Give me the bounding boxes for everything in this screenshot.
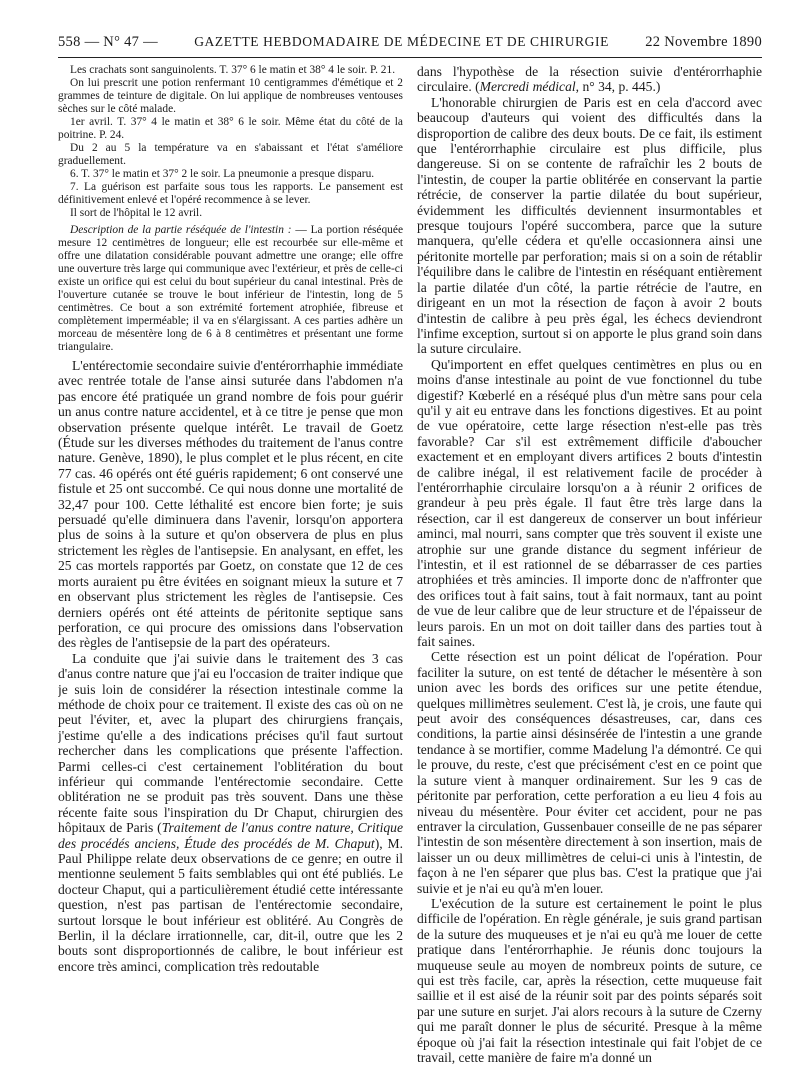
paragraph: La conduite que j'ai suivie dans le traitement des 3 cas d'anus contre nature que j'ai eu l'occasion de traiter indique que je suis loin de considérer la résection intestinale comme la méthode de choix pour ce traitement. Il existe des cas où on ne peut l'éviter, et, avec la plupart des chirurgiens français, j'estime qu'elle a des indications précises qu'il faut surtout rechercher dans les complications que présente l'affection. Parmi celles-ci c'est certainement l'oblitération du bout inférieur qui commande l'entérectomie secondaire. Cette oblitération ne se produit pas très souvent. Dans une thèse récente faite sous l'inspiration du Dr Chaput, chirurgien des hôpitaux de Paris (Traitement de l'anus contre nature, Critique des procédés anciens, Étude des procédés de M. Chaput), M. Paul Philippe relate deux observations de ce genre; en outre il mentionne seulement 5 faits semblables qui ont été publiés. Le docteur Chaput, qui a particulièrement étudié cette intéressante question, n'est pas partisan de l'entérectomie secondaire, surtout lorsque le bout inférieur est oblitéré. Au Congrès de Berlin, il la déclare irrationnelle, car, dit-il, outre que les 2 bouts sont disproportionnés de calibre, le bout inférieur est encore très aminci, complication très redoutable bbox=[58, 650, 403, 974]
paragraph: dans l'hypothèse de la résection suivie d'entérorrhaphie circulaire. (Mercredi médical, n° 34, p. 445.) bbox=[417, 64, 762, 95]
case-note: 7. La guérison est parfaite sous tous les rapports. Le pansement est définitivement enlevé et l'opéré recommence à se lever. bbox=[58, 181, 403, 206]
paragraph: Cette résection est un point délicat de l'opération. Pour faciliter la suture, on est tenté de détacher le mésentère à son union avec les bords des orifices sur une petite étendue, quelques millimètres seulement. C'est là, je crois, une faute qui peut avoir des conséquences désastreuses, car, dans ces conditions, la partie ainsi désinsérée de l'intestin a une grande tendance à se mortifier, comme Madelung l'a démontré. Ce qui le prouve, du reste, c'est que précisément c'est en ce point que la suture vient à manquer ordinairement. Sur les 9 cas de péritonite par perforation, cette perforation a eu lieu 4 fois au niveau du mésentère. Pour éviter cet accident, pour ne pas entraver la circulation, Gussenbauer conseille de ne pas séparer l'intestin de son mésentère directement à son insertion, mais de laisser un ou deux millimètres de celui-ci unis à l'intestin, de façon à ne l'en séparer que plus bas. C'est la pratique que j'ai suivie et je n'ai eu qu'à m'en louer. bbox=[417, 649, 762, 896]
right-body bbox=[417, 64, 762, 1065]
case-note: Les crachats sont sanguinolents. T. 37° 6 le matin et 38° 4 le soir. P. 21. bbox=[70, 64, 396, 76]
right-column bbox=[417, 64, 762, 1065]
case-note: Du 2 au 5 la température va en s'abaissant et l'état s'améliore graduellement. bbox=[58, 142, 403, 167]
journal-title: GAZETTE HEBDOMADAIRE DE MÉDECINE ET DE CHIRURGIE bbox=[194, 34, 609, 49]
page-number: 558 — N° 47 — bbox=[58, 34, 158, 50]
thesis-reference: Traitement de l'anus contre nature, Critique des procédés anciens, Étude des procédés de M. Chaput bbox=[58, 820, 403, 851]
paragraph: Qu'importent en effet quelques centimètres en plus ou en moins d'anse intestinale au point de vue fonctionnel du tube digestif? Kœberlé en a réséqué plus d'un mètre sans pour cela qu'il y ait eu entrave dans les fonctions digestives. Et au point de vue opératoire, cette large résection n'est-elle pas très favorable? Car s'il est extrêmement difficile d'aboucher exactement et en employant divers artifices 2 bouts d'intestin de calibre inégal, il est relativement facile de procéder à l'entérorrhaphie circulaire lorsqu'on a à réunir 2 orifices de grandeur à peu près égale. Il faut être très large dans la résection, car il est dangereux de conserver un bout inférieur aminci, mal nourri, sans compter que très souvent il existe une atrophie sur une grande distance du segment inférieur de l'intestin, et il est rationnel de se débarrasser de ces parties atrophiées et très amincies. Il importe donc de n'affronter que des orifices tout à fait sains, tout à fait normaux, tant au point de vue de leur calibre que de leur structure et de l'épaisseur de leurs parois. En un mot on doit tailler dans des parties tout à fait saines. bbox=[417, 356, 762, 650]
description-lead: Description de la partie réséquée de l'intestin : bbox=[70, 224, 292, 236]
journal-reference: Mercredi médical bbox=[479, 79, 576, 95]
case-note: 6. T. 37° le matin et 37° 2 le soir. La pneumonie a presque disparu. bbox=[70, 168, 375, 180]
paragraph: L'exécution de la suture est certainement le point le plus difficile de l'opération. En règle générale, je suis grand partisan de la suture des muqueuses et je n'ai eu qu'à me louer de cette pratique dans l'entérorrhaphie. Je réunis donc toujours la muqueuse seule au moyen de nombreux points de suture, ce qui est très facile, car, après la résection, cette muqueuse fait saillie et il est aisé de la réunir soit par des points séparés soit par une suture en surjet. J'ai alors recours à la suture de Czerny qui me paraît donner le plus de sécurité. Presque à la même époque où j'ai fait la résection intestinale qui fait l'objet de ce travail, cette manière de faire m'a donné un bbox=[417, 895, 762, 1065]
running-header bbox=[58, 0, 762, 58]
case-note: 1er avril. T. 37° 4 le matin et 38° 6 le soir. Même état du côté de la poitrine. P. 24. bbox=[58, 116, 403, 141]
case-note: Il sort de l'hôpital le 12 avril. bbox=[70, 207, 203, 219]
paragraph: L'entérectomie secondaire suivie d'entérorrhaphie immédiate avec rentrée totale de l'anse ainsi suturée dans l'abdomen n'a pas encore été pratiquée un grand nombre de fois pour guérir un anus contre nature accidentel, et à ce titre je pense que mon observation présente quelque intérêt. Le travail de Goetz (Étude sur les diverses méthodes du traitement de l'anus contre nature. Genève, 1890), le plus complet et le plus récent, en cite 77 cas. 46 opérés ont été guéris rapidement; 6 ont conservé une fistule et 25 ont succombé. Ce qui nous donne une mortalité de 32,47 pour 100. Cette léthalité est encore bien forte; je suis persuadé qu'elle diminuera dans l'avenir, lorsqu'on apportera plus de soins à la suture et qu'on observera de plus en plus strictement les règles de l'antisepsie. En analysant, en effet, les 25 cas mortels rapportés par Goetz, on constate que 12 de ces morts auraient pu être évitées en soignant mieux la suture et 7 en observant plus strictement les règles de l'antisepsie. Ces derniers opérés ont été atteints de péritonite septique sans perforation, ce qui procure des omissions dans l'observation des règles de l'antisepsie de la part des opérateurs. bbox=[58, 358, 403, 651]
left-body bbox=[58, 358, 403, 974]
description-text: — La portion réséquée mesure 12 centimètres de longueur; elle est recourbée sur elle-même et offre une dilatation considérable pouvant admettre une orange; elle offre une ouverture très large qui communique avec l'extérieur, et près de celle-ci existe un orifice qui est celui du bout supérieur du canal intestinal. Près de l'ouverture cutanée se trouve le bout inférieur de l'intestin, long de 5 centimètres. Ce bout a son extrémité fortement atrophiée, fibreuse et complètement imperméable; il va en s'élargissant. A ces parties adhère un morceau de mésentère long de 6 à 8 centimètres et présentant une forme triangulaire. bbox=[58, 224, 403, 353]
left-column bbox=[58, 64, 403, 1065]
specimen-description bbox=[58, 224, 403, 354]
issue-date: 22 Novembre 1890 bbox=[645, 34, 762, 50]
case-note: On lui prescrit une potion renfermant 10 centigrammes d'émétique et 2 grammes de teinture de digitale. On lui applique de nombreuses ventouses sèches sur le côté malade. bbox=[58, 77, 403, 115]
paragraph: L'honorable chirurgien de Paris est en cela d'accord avec beaucoup d'auteurs qui voient des difficultés dans la disproportion de calibre des deux bouts. De ce fait, ils estiment que l'entérorrhaphie circulaire est plus difficile, plus dangereuse. Si on se contente de rafraîchir les 2 bouts de l'intestin, de couper la partie oblitérée en conservant la partie rétrécie, de conserver la partie dilatée du bout supérieur, évidemment les difficultés deviennent insurmontables et presque toujours l'opéré succombera, parce que la suture manquera, qu'elle cédera et qu'elle occasionnera ainsi une péritonite mortelle par perforation; mais si on a soin de rétablir l'équilibre dans le calibre de l'intestin en réséquant entièrement la partie dilatée d'un côté, la partie rétrécie de l'autre, en dirigeant en un mot la résection de façon à avoir 2 bouts d'intestin de calibre à peu près égal, les échecs deviendront l'infime exception, surtout si on apporte le plus grand soin dans la suture circulaire. bbox=[417, 94, 762, 357]
case-notes bbox=[58, 64, 403, 354]
